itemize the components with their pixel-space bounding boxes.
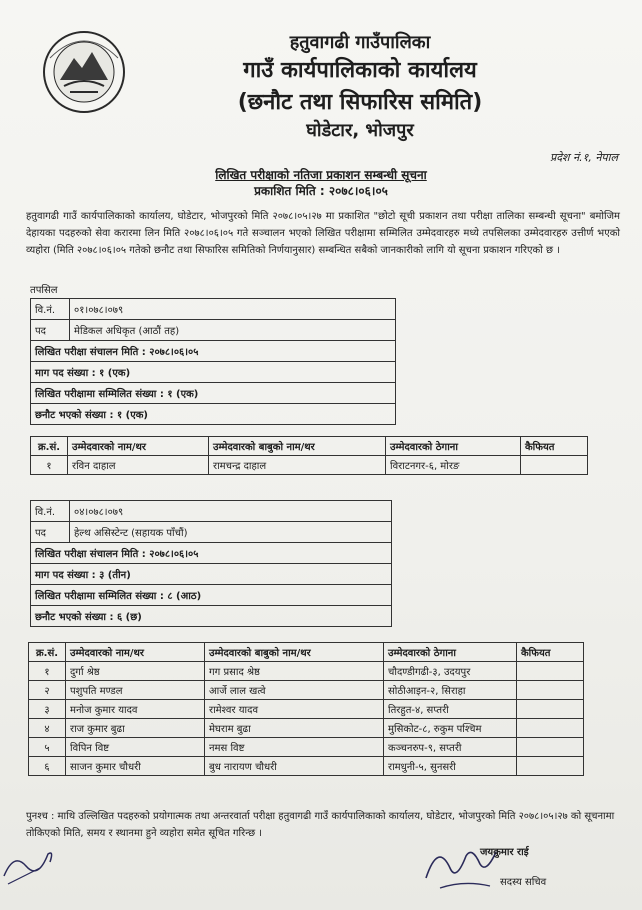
table-row — [29, 757, 584, 776]
cell-father: मेघराम बुढा — [205, 719, 384, 738]
cell-name: राज कुमार बुढा — [66, 719, 205, 738]
table-row — [31, 299, 396, 320]
cell-sn: २ — [29, 681, 66, 700]
initials-signature-icon — [0, 832, 60, 892]
cell-name: मनोज कुमार यादव — [66, 700, 205, 719]
table-row — [31, 543, 392, 564]
cell-address: तिरहुत-४, सप्तरी — [384, 700, 517, 719]
cell-father: गग प्रसाद श्रेष्ठ — [205, 662, 384, 681]
selected-count: छनौट भएको संख्या : ६ (छ) — [31, 606, 392, 627]
col-header-sn: क्र.सं. — [31, 437, 68, 456]
signatory-name: जयकुमार राई — [480, 847, 529, 858]
cell-father: नमस विष्ट — [205, 738, 384, 757]
table-row — [31, 585, 392, 606]
post-label: पद — [31, 522, 70, 543]
cell-father: रामेश्वर यादव — [205, 700, 384, 719]
selected-count: छनौट भएको संख्या : १ (एक) — [31, 404, 396, 425]
table-header-row — [31, 437, 588, 456]
col-header-remarks: कैफियत — [521, 437, 588, 456]
post-name: मेडिकल अधिकृत (आठौं तह) — [70, 320, 396, 341]
table-row — [31, 564, 392, 585]
cell-address: मुसिकोट-८, रुकुम पश्चिम — [384, 719, 517, 738]
cell-remarks — [517, 700, 584, 719]
table-row — [31, 522, 392, 543]
post-label: पद — [31, 320, 70, 341]
notice-subject: लिखित परीक्षाको नतिजा प्रकाशन सम्बन्धी सूचना — [215, 168, 427, 182]
table-row — [29, 681, 584, 700]
municipality-name: हतुवागढी गाउँपालिका — [289, 32, 431, 53]
table-row — [31, 320, 396, 341]
cell-name: विपिन विष्ट — [66, 738, 205, 757]
published-date: प्रकाशित मिति : २०७८।०६।०५ — [254, 184, 388, 198]
cell-address: कञ्चनरुप-९, सप्तरी — [384, 738, 517, 757]
cell-remarks — [517, 681, 584, 700]
cell-father: बुध नारायण चौधरी — [205, 757, 384, 776]
cell-remarks — [517, 719, 584, 738]
table-row — [31, 383, 396, 404]
exam-date: लिखित परीक्षा संचालन मिति : २०७८।०६।०५ — [31, 341, 396, 362]
post-details-table — [30, 500, 392, 627]
col-header-sn: क्र.सं. — [29, 643, 66, 662]
cell-remarks — [517, 738, 584, 757]
table-row — [31, 606, 392, 627]
table-row — [31, 362, 396, 383]
committee-name: (छनौट तथा सिफारिस समिति) — [237, 90, 483, 115]
cell-sn: १ — [29, 662, 66, 681]
cell-sn: १ — [31, 456, 68, 475]
table-row — [29, 700, 584, 719]
cell-father: आर्जे लाल खत्वे — [205, 681, 384, 700]
cell-address: रामधुनी-५, सुनसरी — [384, 757, 517, 776]
cell-sn: ३ — [29, 700, 66, 719]
col-header-remarks: कैफियत — [517, 643, 584, 662]
cell-address: विराटनगर-६, मोरङ — [386, 456, 521, 475]
adv-number: ०४।०७८।०७९ — [70, 501, 392, 522]
post-details-table — [30, 298, 396, 425]
appeared-count: लिखित परीक्षामा सम्मिलित संख्या : १ (एक) — [31, 383, 396, 404]
signatory-title: सदस्य सचिव — [500, 877, 547, 888]
cell-name: रविन दाहाल — [68, 456, 209, 475]
cell-father: रामचन्द्र दाहाल — [209, 456, 386, 475]
postscript-note: पुनश्च : माथि उल्लिखित पदहरुको प्रयोगात्मक तथा अन्तरवार्ता परीक्षा हतुवागढी गाउँ कार्यपालिकाको कार्यालय, घोडेटार, भोजपुरको मिति २०७८।०५।२७ को सूचनामा तोकिएको मिति, समय र स्थानमा हुने व्यहोरा समेत सूचित गरिन्छ । — [26, 811, 615, 839]
table-row — [29, 662, 584, 681]
table-header-row — [29, 643, 584, 662]
appeared-count: लिखित परीक्षामा सम्मिलित संख्या : ८ (आठ) — [31, 585, 392, 606]
table-row — [31, 456, 588, 475]
adv-label: वि.नं. — [31, 299, 70, 320]
col-header-name: उम्मेदवारको नाम/थर — [66, 643, 205, 662]
demand-count: माग पद संख्या : १ (एक) — [31, 362, 396, 383]
results-table — [28, 642, 584, 776]
cell-sn: ६ — [29, 757, 66, 776]
table-row — [31, 404, 396, 425]
province-label: प्रदेश नं.१, नेपाल — [549, 151, 618, 164]
col-header-father: उम्मेदवारको बाबुको नाम/थर — [209, 437, 386, 456]
cell-name: साजन कुमार चौधरी — [66, 757, 205, 776]
post-name: हेल्थ असिस्टेन्ट (सहायक पाँचौं) — [70, 522, 392, 543]
col-header-name: उम्मेदवारको नाम/थर — [68, 437, 209, 456]
notice-body: हतुवागढी गाउँ कार्यपालिकाको कार्यालय, घोडेटार, भोजपुरको मिति २०७८।०५।२७ मा प्रकाशित "छोटो सूची प्रकाशन तथा परीक्षा तालिका सम्बन्धी सूचना" बमोजिम देहायका पदहरुको सेवा करारमा लिन मिति २०७८।०६।०५ गते सञ्चालन भएको लिखित परीक्षामा सम्मिलित उम्मेदवारहरु मध्ये तपसिलका उम्मेदवारहरु उत्तीर्ण भएको व्यहोरा (मिति २०७८।०६।०५ गतेको छनौट तथा सिफारिस समितिको निर्णयानुसार) सम्बन्धित सबैको जानकारीको लागि यो सूचना प्रकाशन गरिएको छ । — [26, 211, 620, 256]
col-header-address: उम्मेदवारको ठेगाना — [384, 643, 517, 662]
col-header-father: उम्मेदवारको बाबुको नाम/थर — [205, 643, 384, 662]
cell-name: पशुपति मण्डल — [66, 681, 205, 700]
adv-number: ०१।०७८।०७९ — [70, 299, 396, 320]
exam-date: लिखित परीक्षा संचालन मिति : २०७८।०६।०५ — [31, 543, 392, 564]
cell-address: सोठीआइन-२, सिराहा — [384, 681, 517, 700]
government-emblem-icon — [40, 28, 128, 116]
table-row — [29, 719, 584, 738]
details-label: तपसिल — [30, 285, 58, 296]
cell-remarks — [521, 456, 588, 475]
cell-remarks — [517, 662, 584, 681]
cell-sn: ५ — [29, 738, 66, 757]
cell-name: दुर्गा श्रेष्ठ — [66, 662, 205, 681]
adv-label: वि.नं. — [31, 501, 70, 522]
results-table — [30, 436, 588, 475]
demand-count: माग पद संख्या : ३ (तीन) — [31, 564, 392, 585]
table-row — [31, 341, 396, 362]
cell-address: चौदण्डीगढी-३, उदयपुर — [384, 662, 517, 681]
table-row — [29, 738, 584, 757]
office-name: गाउँ कार्यपालिकाको कार्यालय — [243, 58, 477, 83]
table-row — [31, 501, 392, 522]
office-address: घोडेटार, भोजपुर — [306, 120, 414, 141]
col-header-address: उम्मेदवारको ठेगाना — [386, 437, 521, 456]
cell-sn: ४ — [29, 719, 66, 738]
cell-remarks — [517, 757, 584, 776]
